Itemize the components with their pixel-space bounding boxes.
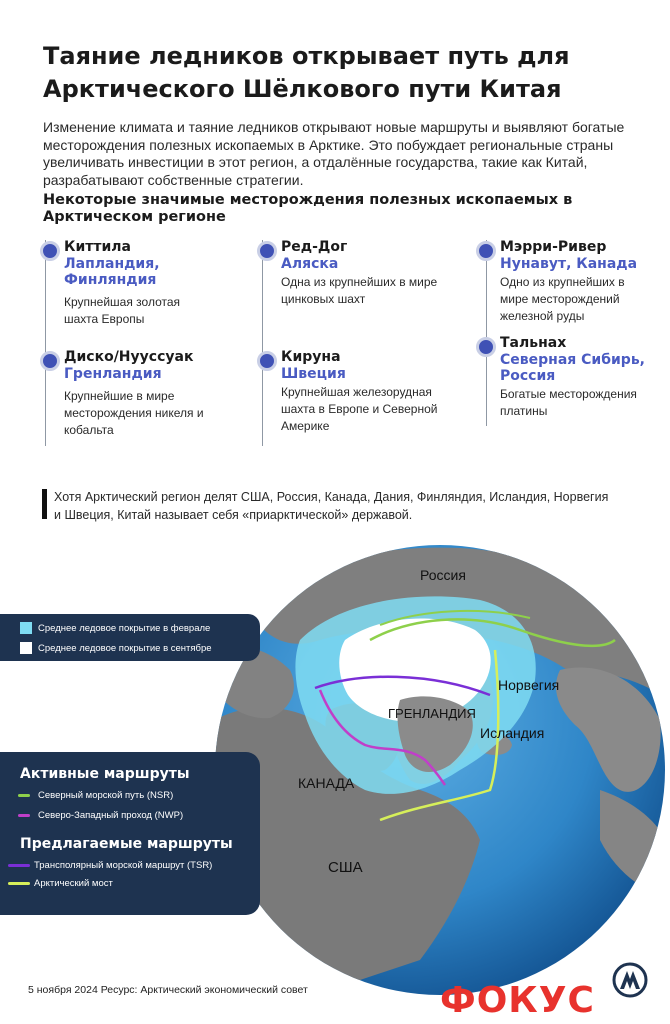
ice-legend-label: Среднее ледовое покрытие в феврале — [38, 622, 211, 634]
page-title: Таяние ледников открывает путь для Арктического Шёлкового пути Китая — [43, 42, 570, 103]
route-line-swatch — [8, 864, 30, 867]
deposit-region: Швеция — [281, 366, 346, 382]
aa-logo-icon — [612, 962, 648, 998]
route-legend-label: Северный морской путь (NSR) — [38, 790, 174, 801]
deposits-subtitle: Некоторые значимые месторождения полезных ископаемых в Арктическом регионе — [43, 192, 573, 225]
route-legend-row — [18, 810, 183, 821]
deposit-name: Диско/Нууссуак — [64, 349, 194, 365]
route-legend-row — [8, 878, 113, 889]
route-line-swatch — [18, 814, 30, 817]
route-legend-row — [18, 790, 173, 801]
ice-swatch-february — [20, 622, 32, 634]
deposit-name: Киттила — [64, 239, 131, 255]
deposit-name: Тальнах — [500, 335, 567, 351]
route-legend-label: Арктический мост — [34, 878, 113, 889]
routes-legend — [0, 752, 260, 915]
deposit-description: Одно из крупнейших в мире месторождений железной руды — [500, 275, 625, 323]
deposit-region: Северная Сибирь, Россия — [500, 352, 645, 384]
deposit-region: Нунавут, Канада — [500, 256, 638, 272]
ice-legend-label: Среднее ледовое покрытие в сентябре — [38, 642, 212, 654]
route-legend-row — [8, 860, 212, 871]
map-label-iceland: Исландия — [480, 725, 545, 741]
deposit-region: Лапландия, Финляндия — [64, 256, 160, 288]
deposit-name: Кируна — [281, 349, 341, 365]
deposit-region: Аляска — [281, 256, 339, 272]
deposit-description: Крупнейшие в мире месторождения никеля и кобальта — [64, 389, 204, 437]
proposed-routes-title: Предлагаемые маршруты — [20, 836, 233, 852]
deposit-description: Богатые месторождения платины — [500, 387, 637, 418]
map-label-russia: Россия — [420, 567, 466, 583]
brand-logo: ФОКУС — [440, 980, 595, 1021]
deposit-description: Крупнейшая железорудная шахта в Европе и Северной Америке — [281, 385, 438, 433]
map-label-greenland: ГРЕНЛАНДИЯ — [388, 706, 476, 721]
footer-source: 5 ноября 2024 Ресурс: Арктический экономический совет — [28, 984, 308, 996]
ice-legend — [0, 614, 260, 661]
route-legend-label: Трансполярный морской маршрут (TSR) — [34, 860, 213, 871]
route-legend-label: Северо-Западный проход (NWP) — [38, 810, 184, 821]
deposit-description: Одна из крупнейших в мире цинковых шахт — [281, 275, 438, 306]
map-label-norway: Норвегия — [498, 677, 560, 693]
deposit-region: Гренландия — [64, 366, 162, 382]
note-text: Хотя Арктический регион делят США, Россия, Канада, Дания, Финляндия, Исландия, Норвегия и Швеция, Китай называет себя «приарктической» державой. — [54, 490, 609, 522]
ice-swatch-september — [20, 642, 32, 654]
route-line-swatch — [18, 794, 30, 797]
deposit-name: Мэрри-Ривер — [500, 239, 607, 255]
ice-legend-row — [20, 622, 210, 634]
map-label-canada: КАНАДА — [298, 775, 355, 791]
deposit-name: Ред-Дог — [281, 239, 348, 255]
intro-text: Изменение климата и таяние ледников открывают новые маршруты и выявляют богатые месторождения полезных ископаемых в Арктике. Это побуждает региональные страны увеличивать инвестиции в этот регион, а отдалённые государства, такие как Китай, разрабатывают собственные стратегии. — [43, 119, 625, 188]
deposit-description: Крупнейшая золотая шахта Европы — [64, 295, 181, 326]
route-line-swatch — [8, 882, 30, 885]
active-routes-title: Активные маршруты — [20, 766, 190, 782]
map-label-usa: США — [328, 859, 363, 876]
ice-legend-row — [20, 642, 212, 654]
